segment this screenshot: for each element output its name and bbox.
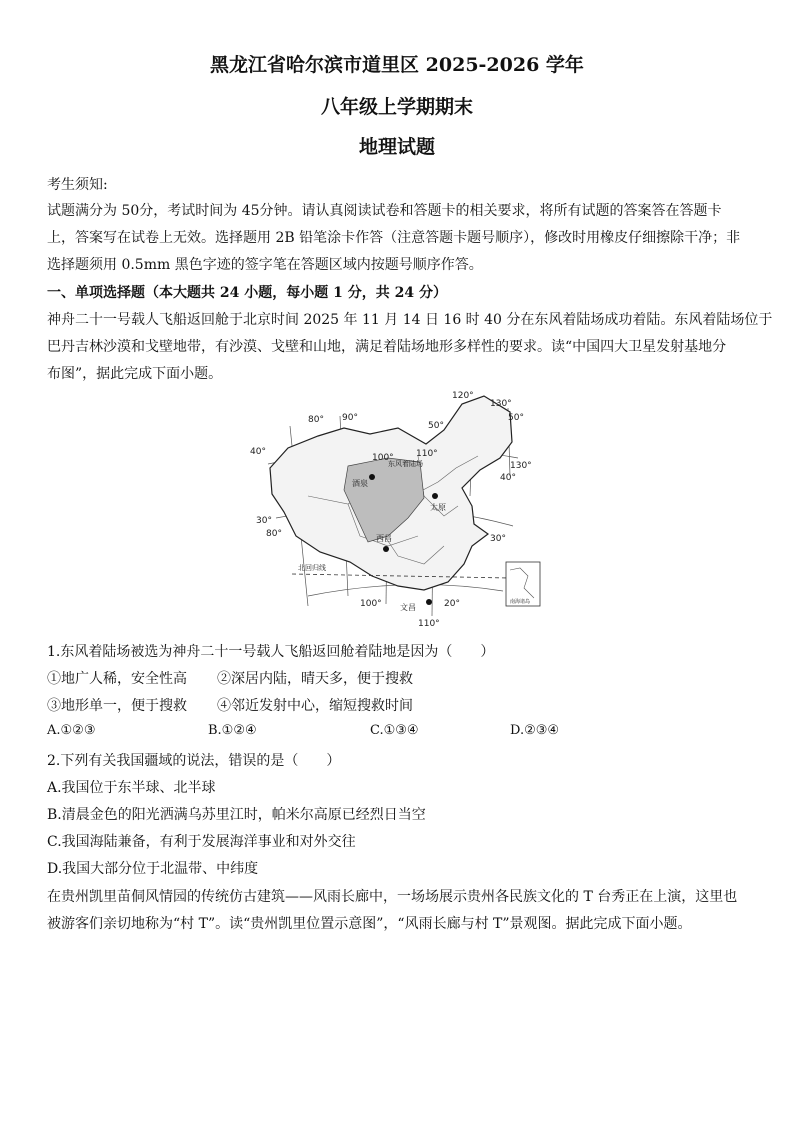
intro-line: 神舟二十一号载人飞船返回舱于北京时间 2025 年 11 月 14 日 16 时 40 分在东风着陆场成功着陆。东风着陆场位于 [47,312,773,328]
map-label: 120° [452,391,474,401]
site-label-dongfeng: 东风着陆场 [388,460,423,468]
map-label: 90° [342,413,358,423]
notice-line: 试题满分为 50分，考试时间为 45分钟。请认真阅读试卷和答题卡的相关要求，将所有试题的答案答在答题卡 [47,203,722,219]
map-label: 130° [510,461,532,471]
map-label: 40° [250,447,266,457]
map-label: 30° [256,516,272,526]
q1-statement-1: ①地广人稀，安全性高 [47,671,187,687]
site-label-taiyuan: 太原 [430,503,446,512]
notice-line: 选择题须用 0.5mm 黑色字迹的签字笔在答题区域内按题号顺序作答。 [47,257,483,273]
section-heading: 一、单项选择题（本大题共 24 小题，每小题 1 分，共 24 分） [47,285,447,301]
q2-option-d: D.我国大部分位于北温带、中纬度 [47,861,259,877]
exam-title-line3: 地理试题 [358,136,435,158]
site-label-xichang: 西昌 [376,534,392,543]
q1-option-b: B.①②④ [208,723,257,738]
tropic-label: 北回归线 [298,564,326,572]
site-label-wenchang: 文昌 [400,603,416,612]
exam-title-line2: 八年级上学期期末 [320,96,473,118]
notice-line: 上，答案写在试卷上无效。选择题用 2B 铅笔涂卡作答（注意答题卡题号顺序），修改时用橡皮仔细擦除干净；非 [47,230,741,246]
q1-statement-3: ③地形单一，便于搜救 [47,698,187,714]
map-label: 100° [360,599,382,609]
q2-option-c: C.我国海陆兼备，有利于发展海洋事业和对外交往 [47,834,356,850]
passage-line: 在贵州凯里苗侗风情园的传统仿古建筑——风雨长廊中，一场场展示贵州各民族文化的 T 台秀正在上演，这里也 [47,889,738,905]
map-label: 130° [490,399,512,409]
map-label: 110° [418,619,440,629]
site-label-jiuquan: 酒泉 [352,479,368,488]
map-label: 50° [508,413,524,423]
question-2-stem: 2.下列有关我国疆域的说法，错误的是（ ） [47,753,341,769]
passage-line: 被游客们亲切地称为“村 T”。读“贵州凯里位置示意图”，“风雨长廊与村 T”景观图。据此完成下面小题。 [47,916,692,932]
q2-option-b: B.清晨金色的阳光洒满乌苏里江时，帕米尔高原已经烈日当空 [47,807,426,823]
map-label: 80° [266,529,282,539]
map-label: 30° [490,534,506,544]
launch-base-map [248,386,548,630]
q1-option-d: D.②③④ [510,723,560,738]
map-label: 50° [428,421,444,431]
q1-statement-4: ④邻近发射中心，缩短搜救时间 [217,698,413,714]
q2-option-a: A.我国位于东半球、北半球 [47,780,216,796]
intro-line: 巴丹吉林沙漠和戈壁地带，有沙漠、戈壁和山地，满足着陆场地形多样性的要求。读“中国四大卫星发射基地分 [47,339,727,355]
q1-option-a: A.①②③ [47,723,96,738]
q1-option-c: C.①③④ [370,723,419,738]
map-label: 100° [372,453,394,463]
question-1-stem: 1.东风着陆场被选为神舟二十一号载人飞船返回舱着陆地是因为（ ） [47,644,495,660]
map-label: 40° [500,473,516,483]
inset-label: 南海诸岛 [510,599,531,605]
q1-statement-2: ②深居内陆，晴天多，便于搜救 [217,671,413,687]
map-label: 110° [416,449,438,459]
map-label: 20° [444,599,460,609]
intro-line: 布图”，据此完成下面小题。 [47,366,223,382]
notice-heading: 考生须知: [47,177,108,193]
map-label: 80° [308,415,324,425]
exam-title-line1: 黑龙江省哈尔滨市道里区 2025-2026 学年 [210,54,584,76]
